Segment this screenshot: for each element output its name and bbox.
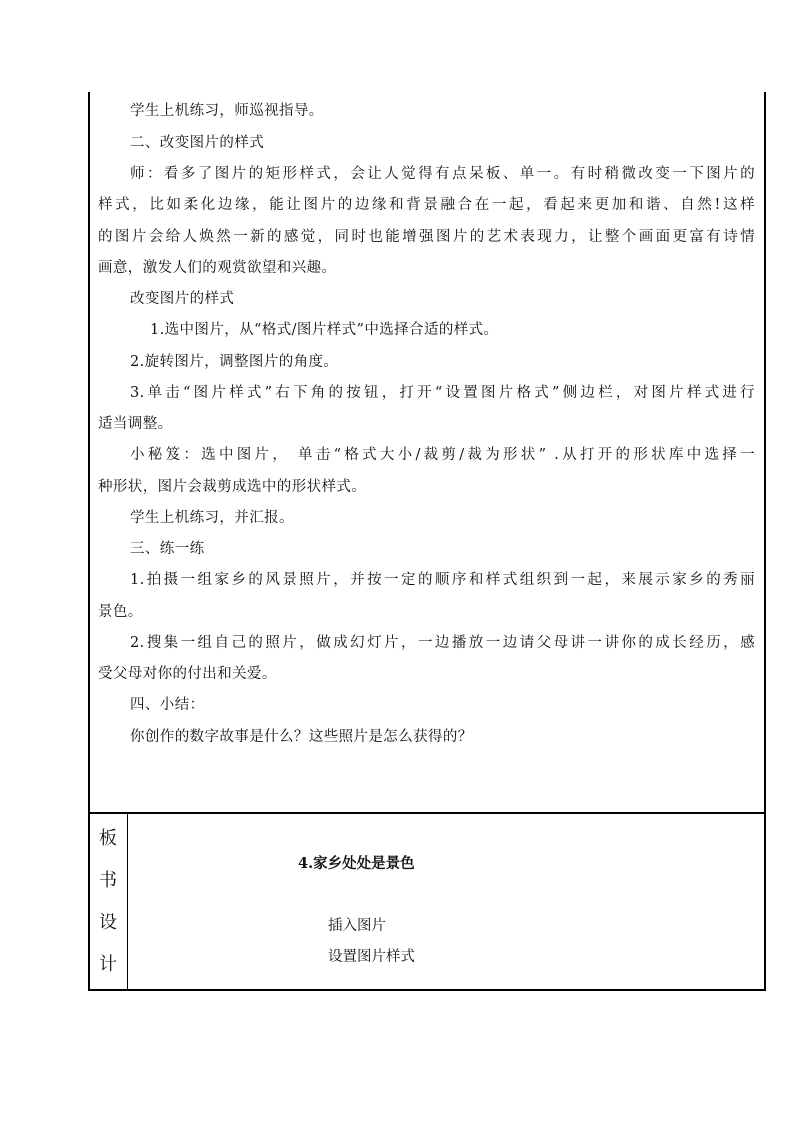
- paragraph: 景色。: [98, 604, 143, 620]
- paragraph: 改变图片的样式: [130, 291, 235, 307]
- board-item: 插入图片: [328, 918, 386, 934]
- paragraph: 样式，比如柔化边缘，能让图片的边缘和背景融合在一起，看起来更加和谐、自然!这样: [98, 197, 755, 213]
- board-label-char: 书: [99, 870, 117, 891]
- board-label-char: 计: [99, 954, 117, 975]
- tip-paragraph: 小秘笈：选中图片， 单击“格式大小/裁剪/裁为形状” .从打开的形状库中选择一: [130, 447, 755, 463]
- board-label-char: 设: [99, 912, 117, 933]
- paragraph: 师：看多了图片的矩形样式，会让人觉得有点呆板、单一。有时稍微改变一下图片的: [130, 166, 755, 182]
- board-item: 设置图片样式: [328, 949, 415, 965]
- paragraph: 种形状，图片会裁剪成选中的形状样式。: [98, 479, 367, 495]
- table-column-divider: [127, 812, 128, 991]
- list-item: 1.拍摄一组家乡的风景照片，并按一定的顺序和样式组织到一起，来展示家乡的秀丽: [130, 572, 755, 588]
- list-item: 1.选中图片，从“格式/图片样式”中选择合适的样式。: [150, 322, 499, 338]
- table-row-divider: [88, 812, 766, 814]
- paragraph: 的图片会给人焕然一新的感觉，同时也能增强图片的艺术表现力，让整个画面更富有诗情: [98, 229, 755, 245]
- section-heading: 四、小结：: [130, 697, 205, 713]
- paragraph: 学生上机练习，师巡视指导。: [130, 103, 324, 119]
- section-heading: 三、练一练: [130, 541, 205, 557]
- section-heading: 二、改变图片的样式: [130, 135, 265, 151]
- paragraph: 画意，激发人们的观赏欲望和兴趣。: [98, 260, 337, 276]
- list-item: 2.旋转图片，调整图片的角度。: [130, 354, 339, 370]
- paragraph: 受父母对你的付出和关爱。: [98, 666, 277, 682]
- list-item: 2.搜集一组自己的照片，做成幻灯片，一边播放一边请父母讲一讲你的成长经历，感: [130, 635, 755, 651]
- list-item: 3.单击“图片样式”右下角的按钮，打开“设置图片格式”侧边栏，对图片样式进行: [130, 385, 755, 401]
- board-title: 4.家乡处处是景色: [298, 855, 415, 872]
- table-right-border: [764, 92, 766, 991]
- board-design-label: [89, 814, 127, 989]
- paragraph: 适当调整。: [98, 416, 173, 432]
- board-label-char: 板: [99, 828, 117, 849]
- paragraph: 你创作的数字故事是什么？这些照片是怎么获得的？: [130, 729, 473, 745]
- paragraph: 学生上机练习，并汇报。: [130, 510, 294, 526]
- table-bottom-border: [88, 989, 766, 991]
